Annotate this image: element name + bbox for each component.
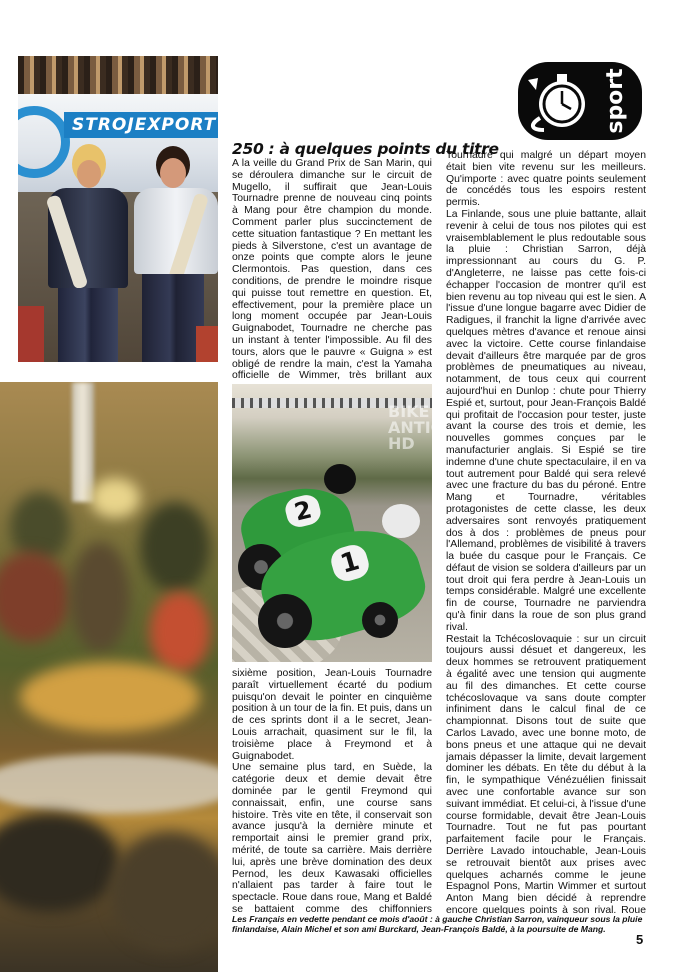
article-column-middle-top (232, 158, 432, 382)
sport-logo (516, 60, 644, 142)
photo-pole (72, 382, 94, 502)
photo-number-2: 2 (283, 492, 323, 529)
photo-rider-left (42, 144, 132, 362)
photo-crowd-right (196, 326, 218, 362)
watermark-line: ANTIC (388, 418, 443, 437)
photo-helmet-rear (324, 464, 356, 494)
article-column-middle-bottom (232, 668, 432, 914)
photo-grandstand (18, 56, 218, 94)
paragraph: Restait la Tchécoslovaquie : sur un circuit toujours aussi désuet et dangereux, les deux hommes se retrouvent pratiquement à égalité avec une tension qui augmente au fil des dimanches. Et cette course tchécoslovaque va sans doute compter infiniment dans le calcul final de ce championnat. Disons tout de suite que Carlos Lavado, avec une bonne moto, de bons pneus et une attaque qui ne devait jamais dépasser la limite, devait largement dominer les débats. En tête du début à la fin, le sympathique Vénézuélien finissait avec une confortable avance sur son suivant immédiat. Et celui-ci, à l'issue d'une course formidable, devait être Jean-Louis Tournadre. Tout ne fut pas pourtant parfaitement facile pour le Français. Derrière Lavado intouchable, Jean-Louis se retrouvait bientôt aux prises avec quelques acharnés comme le jeune Espagnol Pons, Martin Wimmer et surtout Anton Mang bien décidé à reprendre encore quelques points à son rival. Roue (446, 633, 646, 914)
paragraph: Une semaine plus tard, en Suède, la catégorie deux et demie devait être dominée par le gentil Freymond qui connaissait, enfin, une course sans histoire. Très vite en tête, il conservait son avance jusqu'à la dernière minute et remportait ainsi le premier grand prix, mérité, de toute sa carrière. Mais derrière lui, après une brève domination des deux Pernod, les deux Kawasaki officielles n'allaient pas tarder à faire tout le spectacle. Roue dans roue, Mang et Baldé se battaient comme des chiffonniers (232, 762, 432, 914)
article-headline: 250 : à quelques points du titre (232, 140, 499, 158)
photo-helmet-front (382, 504, 420, 538)
photo-number-1: 1 (328, 542, 372, 585)
watermark-line: BIKE (388, 402, 430, 421)
photo-crowd-left (18, 306, 44, 362)
logo-word: sport (603, 68, 628, 134)
photo-sponsor-banner: STROJEXPORT (64, 112, 218, 138)
article-column-right (446, 150, 646, 914)
paragraph: Tournadre qui malgré un départ moyen était bien vite revenu sur les meilleurs. Qu'importe : avec quatre points seulement de concédés tous les espoirs restent permis. (446, 150, 646, 209)
watermark-line: HD (388, 434, 415, 453)
photo-podium (18, 56, 218, 362)
photo-crowd (0, 382, 218, 972)
paragraph: La Finlande, sous une pluie battante, allait revenir à celui de tous nos pilotes qui est vraisemblablement le plus redoutable sous la pluie : Christian Sarron, déjà impressionnant au cours du G. P. d'Angleterre, ne laisse pas cette fois-ci échapper l'occasion de montrer qu'il est bien revenu au top niveau qui est le sien. A l'issue d'une longue bagarre avec Didier de Radigues, il franchit la ligne d'arrivée avec quelques mètres d'avance et renoue ainsi avec la victoire. Cette course finlandaise devait d'ailleurs être marquée par de gros problèmes de pneumatiques au niveau, notamment, de tous ceux qui courrent aujourd'hui en Dunlop : chute pour Thierry Espié et, surtout, pour Jean-François Baldé qui profitait de l'occasion pour tester, juste avant la course des trois et demie, les nouvelles gommes conçues par le manufacturier anglais. Si Espié se tire indemne d'une chute spectaculaire, il en va tout autrement pour Baldé qui sera relevé avec une fracture du bas du péroné. Entre Mang et Tournadre, véritables protagonistes de cette classe, les deux adversaires sont renvoyés pratiquement dos à dos : problèmes de pneus pour l'Allemand, problèmes de visibilité à travers la buée du casque pour le Français. Ce défaut de vision se soldera d'ailleurs par un tout droit qui fera perdre à Jean-Louis un temps considérable. Malgré une excellente fin de course, Tournadre ne parviendra qu'à finir dans la roue de son plus grand rival. (446, 208, 646, 633)
page-number: 5 (636, 932, 644, 947)
paragraph: sixième position, Jean-Louis Tournadre paraît virtuellement écarté du podium puisqu'on devait le pointer en cinquième position à un tour de la fin. Et puis, dans un de ces sprints dont il a le secret, Jean-Louis arrachait, quasiment sur le fil, la troisième place à Freymond et à Guignabodet. (232, 668, 432, 762)
paragraph: A la veille du Grand Prix de San Marin, qui se déroulera dimanche sur le circuit de Mugello, il suffirait que Jean-Louis Tournadre prenne de nouveau cinq points à Mang pour être champion du monde. Comment parler plus succinctement de cette situation fantastique ? En mettant les pieds à Silverstone, c'est un avantage de onze points que compte alors le jeune Clermontois. Pas question, dans ces conditions, de prendre le moindre risque qui puisse tout remettre en question. Et, effectivement, pour la première place un long moment occupée par Jean-Louis Guignabodet, Tournadre ne cherche pas un instant à tenter l'impossible. Au fil des tours, alors que le pauvre « Guigna » est obligé de rendre la main, c'est la Yamaha officielle de Wimmer, très brillant aux (232, 158, 432, 382)
photo-road (0, 754, 218, 814)
photo-caption: Les Français en vedette pendant ce mois d'août : à gauche Christian Sarron, vainqueur sous la pluie finlandaise, Alain Michel et son ami Burckard, Jean-François Baldé, à la poursuite de Mang. (232, 914, 643, 935)
